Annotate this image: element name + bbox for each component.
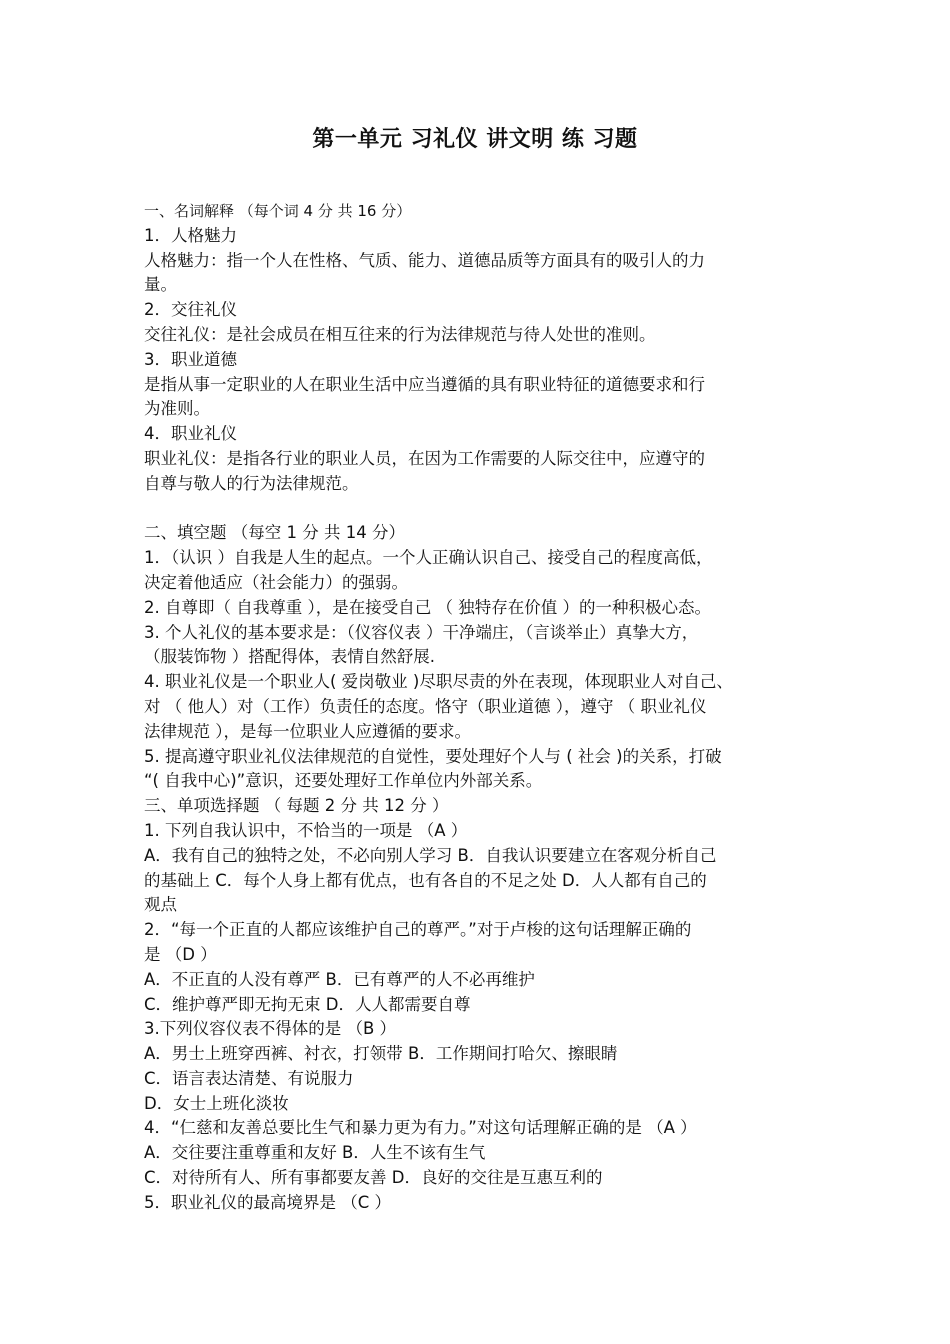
- text-line: 二、填空题 （每空 1 分 共 14 分）: [144, 523, 405, 543]
- text-line: 决定着他适应（社会能力）的强弱。: [144, 572, 408, 592]
- text-line: A．男士上班穿西裤、衬衣，打领带 B．工作期间打哈欠、擦眼睛: [144, 1044, 618, 1064]
- text-line: 是 （D ）: [144, 944, 217, 964]
- text-line: 2. 自尊即（ 自我尊重 ），是在接受自己 （ 独特存在价值 ）的一种积极心态。: [144, 597, 711, 617]
- text-line: 是指从事一定职业的人在职业生活中应当遵循的具有职业特征的道德要求和行: [144, 374, 705, 394]
- text-line: 4．“仁慈和友善总要比生气和暴力更为有力。”对这句话理解正确的是 （A ）: [144, 1118, 697, 1138]
- text-line: 对 （ 他人）对（工作）负责任的态度。恪守（职业道德 ），遵守 （ 职业礼仪: [144, 696, 707, 716]
- text-line: 1. 下列自我认识中，不恰当的一项是 （A ）: [144, 820, 468, 840]
- text-line: 1．人格魅力: [144, 225, 237, 245]
- text-line: 1．（认识 ）自我是人生的起点。一个人正确认识自己、接受自己的程度高低，: [144, 548, 713, 568]
- text-line: 交往礼仪：是社会成员在相互往来的行为法律规范与待人处世的准则。: [144, 324, 656, 344]
- text-line: 三、单项选择题 （ 每题 2 分 共 12 分 ）: [144, 796, 449, 816]
- text-line: 一、名词解释 （每个词 4 分 共 16 分）: [144, 202, 412, 220]
- text-line: 为准则。: [144, 399, 210, 419]
- text-line: 量。: [144, 275, 177, 295]
- text-line: 自尊与敬人的行为法律规范。: [144, 473, 359, 493]
- text-line: “( 自我中心)”意识，还要处理好工作单位内外部关系。: [144, 771, 543, 791]
- text-line: C．维护尊严即无拘无束 D．人人都需要自尊: [144, 994, 471, 1014]
- text-line: 4．职业礼仪: [144, 424, 237, 444]
- text-line: C．对待所有人、所有事都要友善 D．良好的交往是互惠互利的: [144, 1168, 603, 1188]
- text-line: 3.下列仪容仪表不得体的是 （B ）: [144, 1019, 397, 1039]
- text-line: （服装饰物 ）搭配得体，表情自然舒展.: [144, 647, 435, 667]
- text-line: 5. 提高遵守职业礼仪法律规范的自觉性，要处理好个人与 ( 社会 )的关系，打破: [144, 746, 722, 766]
- text-line: 5．职业礼仪的最高境界是 （C ）: [144, 1192, 392, 1212]
- text-line: 职业礼仪：是指各行业的职业人员，在因为工作需要的人际交往中，应遵守的: [144, 448, 705, 468]
- text-line: 2．交往礼仪: [144, 300, 237, 320]
- text-line: 3. 个人礼仪的基本要求是：（仪容仪表 ）干净端庄，（言谈举止）真挚大方，: [144, 622, 699, 642]
- text-line: 人格魅力：指一个人在性格、气质、能力、道德品质等方面具有的吸引人的力: [144, 250, 705, 270]
- text-line: 3．职业道德: [144, 349, 237, 369]
- text-line: 观点: [144, 895, 177, 915]
- text-line: 法律规范 ），是每一位职业人应遵循的要求。: [144, 721, 471, 741]
- document-body: [144, 199, 828, 1216]
- document-title: 第一单元 习礼仪 讲文明 练 习题: [312, 127, 638, 152]
- text-line: C．语言表达清楚、有说服力: [144, 1068, 354, 1088]
- text-line: A．交往要注重尊重和友好 B．人生不该有生气: [144, 1143, 486, 1163]
- blank-line: [144, 497, 828, 522]
- text-line: 的基础上 C．每个人身上都有优点，也有各自的不足之处 D．人人都有自己的: [144, 870, 707, 890]
- text-line: 2．“每一个正直的人都应该维护自己的尊严。”对于卢梭的这句话理解正确的: [144, 920, 692, 940]
- text-line: A．不正直的人没有尊严 B．已有尊严的人不必再维护: [144, 969, 535, 989]
- text-line: A．我有自己的独特之处，不必向别人学习 B．自我认识要建立在客观分析自己: [144, 845, 717, 865]
- text-line: D．女士上班化淡妆: [144, 1093, 289, 1113]
- text-line: 4. 职业礼仪是一个职业人( 爱岗敬业 )尽职尽责的外在表现，体现职业人对自己、: [144, 672, 733, 692]
